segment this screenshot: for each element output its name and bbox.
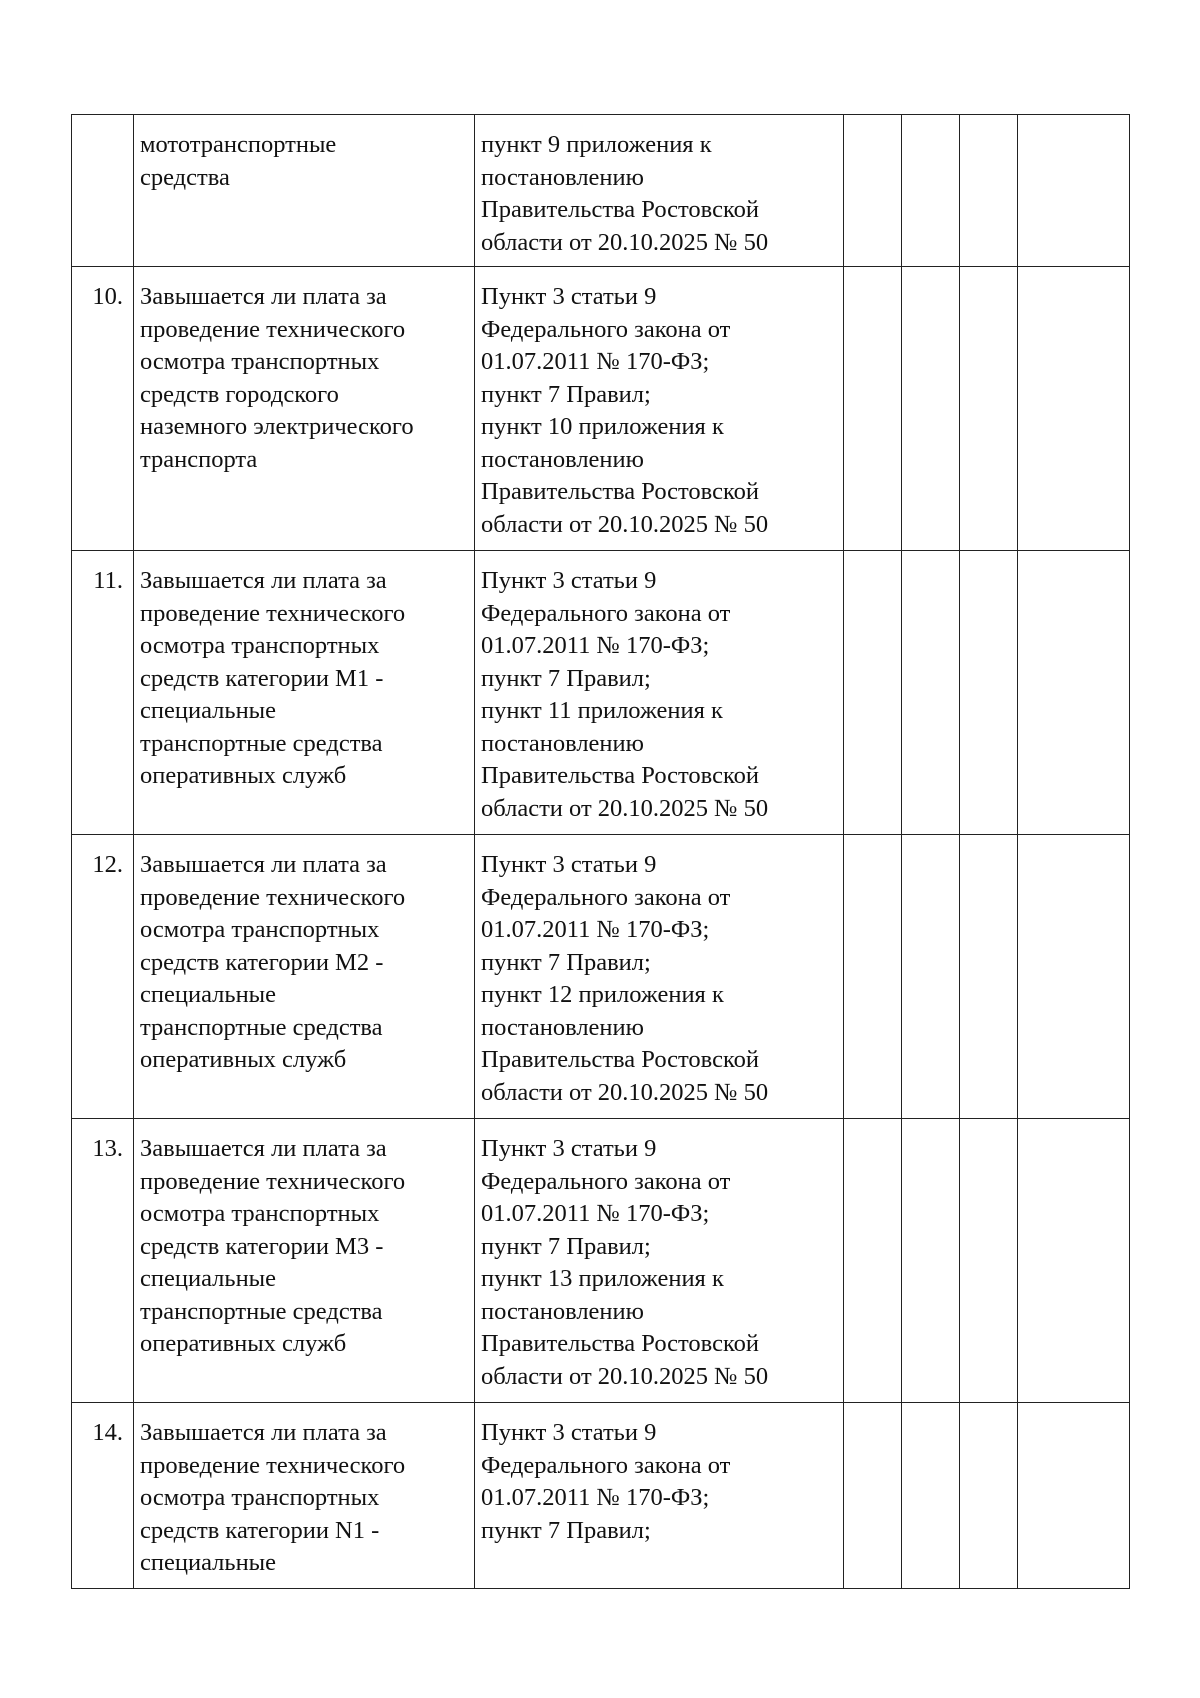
table-row <box>72 835 1130 1119</box>
answer-na-cell[interactable] <box>960 835 1018 1119</box>
document-page <box>71 114 1131 1589</box>
note-cell[interactable] <box>1018 115 1130 267</box>
note-cell[interactable] <box>1018 1403 1130 1589</box>
answer-na-cell[interactable] <box>960 1119 1018 1403</box>
question-cell: Завышается ли плата за проведение технического осмотра транспортных средств категории М3 - специальные транспортные средства оперативных служб <box>134 1119 475 1403</box>
table-row <box>72 1403 1130 1589</box>
answer-yes-cell[interactable] <box>844 551 902 835</box>
question-cell: мототранспортные средства <box>134 115 475 267</box>
reference-cell: пункт 9 приложения к постановлению Правительства Ростовской области от 20.10.2025 № 50 <box>475 115 844 267</box>
row-number: 12. <box>72 835 134 1119</box>
answer-yes-cell[interactable] <box>844 1119 902 1403</box>
row-number: 11. <box>72 551 134 835</box>
answer-no-cell[interactable] <box>902 267 960 551</box>
note-cell[interactable] <box>1018 1119 1130 1403</box>
answer-yes-cell[interactable] <box>844 1403 902 1589</box>
answer-no-cell[interactable] <box>902 1119 960 1403</box>
question-cell: Завышается ли плата за проведение технического осмотра транспортных средств категории М2 - специальные транспортные средства оперативных служб <box>134 835 475 1119</box>
table-row <box>72 267 1130 551</box>
reference-cell: Пункт 3 статьи 9 Федерального закона от 01.07.2011 № 170-ФЗ; пункт 7 Правил; пункт 12 приложения к постановлению Правительства Ростовской области от 20.10.2025 № 50 <box>475 835 844 1119</box>
row-number: 14. <box>72 1403 134 1589</box>
reference-cell: Пункт 3 статьи 9 Федерального закона от 01.07.2011 № 170-ФЗ; пункт 7 Правил; пункт 11 приложения к постановлению Правительства Ростовской области от 20.10.2025 № 50 <box>475 551 844 835</box>
question-cell: Завышается ли плата за проведение технического осмотра транспортных средств категории М1 - специальные транспортные средства оперативных служб <box>134 551 475 835</box>
question-cell: Завышается ли плата за проведение технического осмотра транспортных средств городского наземного электрического транспорта <box>134 267 475 551</box>
note-cell[interactable] <box>1018 267 1130 551</box>
table-row <box>72 115 1130 267</box>
question-cell: Завышается ли плата за проведение технического осмотра транспортных средств категории N1 - специальные <box>134 1403 475 1589</box>
answer-yes-cell[interactable] <box>844 835 902 1119</box>
reference-cell: Пункт 3 статьи 9 Федерального закона от 01.07.2011 № 170-ФЗ; пункт 7 Правил; <box>475 1403 844 1589</box>
reference-cell: Пункт 3 статьи 9 Федерального закона от 01.07.2011 № 170-ФЗ; пункт 7 Правил; пункт 13 приложения к постановлению Правительства Ростовской области от 20.10.2025 № 50 <box>475 1119 844 1403</box>
answer-no-cell[interactable] <box>902 115 960 267</box>
row-number: 13. <box>72 1119 134 1403</box>
answer-no-cell[interactable] <box>902 1403 960 1589</box>
answer-na-cell[interactable] <box>960 267 1018 551</box>
answer-yes-cell[interactable] <box>844 267 902 551</box>
answer-na-cell[interactable] <box>960 115 1018 267</box>
answer-yes-cell[interactable] <box>844 115 902 267</box>
row-number <box>72 115 134 267</box>
answer-na-cell[interactable] <box>960 1403 1018 1589</box>
answer-na-cell[interactable] <box>960 551 1018 835</box>
table-row <box>72 551 1130 835</box>
reference-cell: Пункт 3 статьи 9 Федерального закона от 01.07.2011 № 170-ФЗ; пункт 7 Правил; пункт 10 приложения к постановлению Правительства Ростовской области от 20.10.2025 № 50 <box>475 267 844 551</box>
note-cell[interactable] <box>1018 551 1130 835</box>
checklist-table <box>71 114 1130 1589</box>
answer-no-cell[interactable] <box>902 551 960 835</box>
answer-no-cell[interactable] <box>902 835 960 1119</box>
row-number: 10. <box>72 267 134 551</box>
table-row <box>72 1119 1130 1403</box>
note-cell[interactable] <box>1018 835 1130 1119</box>
